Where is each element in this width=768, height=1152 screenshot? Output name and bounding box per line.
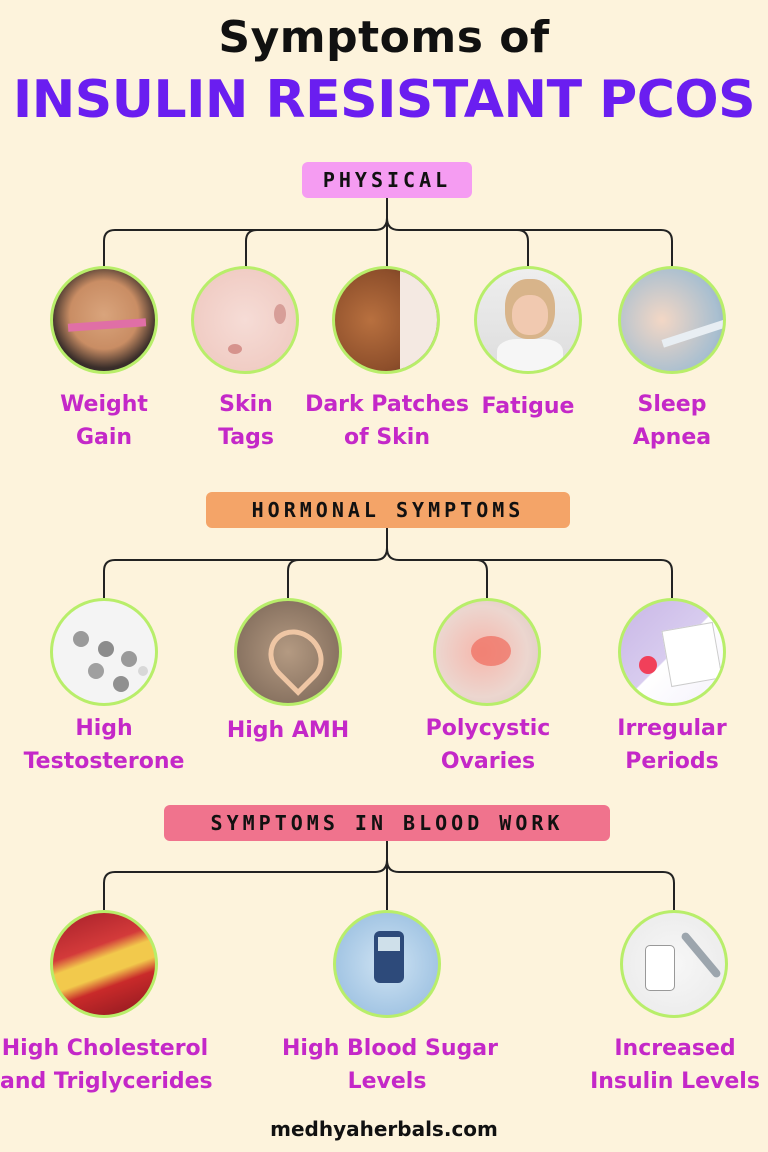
label-polycystic-ovaries: [408, 712, 568, 778]
label-line: Insulin Levels: [590, 1069, 760, 1094]
hormonal-connector: [104, 528, 387, 598]
blood-connector: [104, 841, 387, 910]
image-background: [400, 269, 440, 374]
glucometer-screen: [378, 937, 400, 951]
label-line: High AMH: [226, 718, 350, 743]
blood-sugar-image: [333, 910, 441, 1018]
label-line: Dark Patches: [305, 392, 469, 417]
label-line: Polycystic: [425, 716, 551, 741]
label-line: High Blood Sugar: [282, 1036, 498, 1061]
label-high-testosterone: [14, 712, 194, 778]
atom: [138, 666, 148, 676]
label-high-blood-sugar: [282, 1032, 498, 1098]
label-line: Tags: [218, 425, 274, 450]
sweater: [497, 339, 563, 374]
title-line-2: INSULIN RESISTANT PCOS: [12, 70, 756, 130]
atom: [98, 641, 114, 657]
heart-hands: [257, 618, 335, 696]
dark-patches-image: [332, 266, 440, 374]
hormonal-heading: HORMONAL SYMPTOMS: [206, 492, 570, 528]
label-line: Ovaries: [440, 749, 536, 774]
calendar: [661, 622, 722, 687]
atom: [88, 663, 104, 679]
face: [512, 295, 548, 335]
label-fatigue: [468, 390, 588, 423]
label-sleep-apnea: [602, 388, 742, 454]
atom: [121, 651, 137, 667]
cholesterol-artery-image: [50, 910, 158, 1018]
blood-work-heading: SYMPTOMS IN BLOOD WORK: [164, 805, 610, 841]
fatigue-image: [474, 266, 582, 374]
physical-heading: PHYSICAL: [302, 162, 472, 198]
red-flower: [639, 656, 657, 674]
label-line: Apnea: [632, 425, 712, 450]
glucose-meter: [645, 945, 675, 991]
atom: [113, 676, 129, 692]
label-line: Increased: [614, 1036, 736, 1061]
title-line-1: Symptoms of: [218, 12, 550, 63]
skin-tags-image: [191, 266, 299, 374]
measuring-tape: [68, 318, 146, 331]
label-line: Irregular: [617, 716, 727, 741]
label-line: Fatigue: [481, 394, 575, 419]
label-line: Sleep: [637, 392, 707, 417]
label-line: High Cholesterol: [1, 1036, 209, 1061]
skin-tag-1: [274, 304, 286, 324]
label-dark-patches: [302, 388, 472, 454]
testosterone-molecule-image: [50, 598, 158, 706]
label-skin-tags: [176, 388, 316, 454]
insulin-levels-image: [620, 910, 728, 1018]
weight-gain-image: [50, 266, 158, 374]
atom: [73, 631, 89, 647]
label-line: Weight: [60, 392, 148, 417]
label-high-cholesterol: [0, 1032, 213, 1098]
irregular-periods-image: [618, 598, 726, 706]
label-irregular-periods: [597, 712, 747, 778]
pain-highlight: [471, 636, 511, 666]
high-amh-image: [234, 598, 342, 706]
label-line: High: [75, 716, 133, 741]
label-increased-insulin: [585, 1032, 765, 1098]
label-weight-gain: [34, 388, 174, 454]
skin-tag-2: [228, 344, 242, 354]
sleep-apnea-image: [618, 266, 726, 374]
label-line: Gain: [75, 425, 133, 450]
label-line: Periods: [625, 749, 719, 774]
footer-website: medhyaherbals.com: [270, 1117, 498, 1141]
insulin-pen: [680, 931, 722, 979]
label-line: of Skin: [343, 425, 431, 450]
label-line: Levels: [347, 1069, 427, 1094]
polycystic-ovaries-image: [433, 598, 541, 706]
label-line: Testosterone: [23, 749, 185, 774]
label-line: and Triglycerides: [0, 1069, 213, 1094]
label-high-amh: [208, 714, 368, 747]
cpap-tube: [661, 318, 726, 347]
label-line: Skin: [219, 392, 273, 417]
